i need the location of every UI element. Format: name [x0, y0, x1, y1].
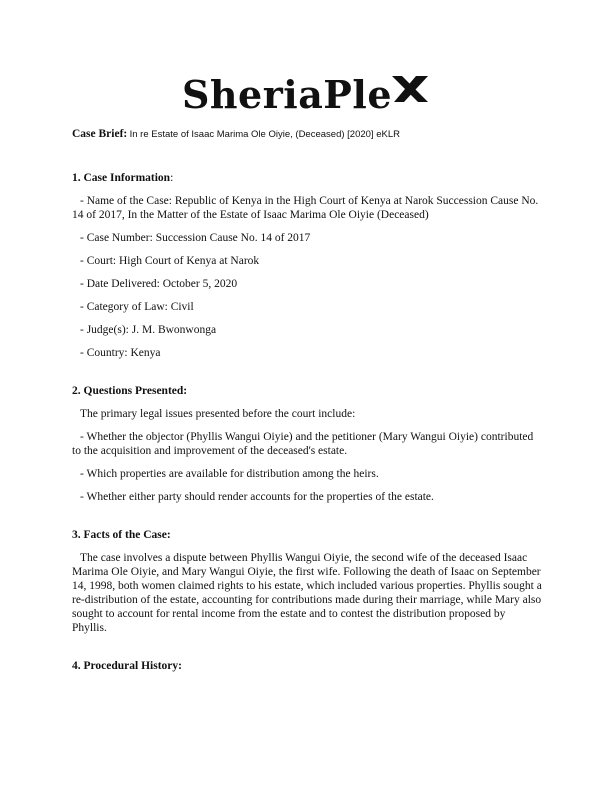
case-info-item: - Name of the Case: Republic of Kenya in the High Court of Kenya at Narok Succession Cause No. 14 of 2017, In the Matter of the Estate of Isaac Marima Ole Oiyie (Deceased) — [72, 195, 539, 221]
case-brief-title: In re Estate of Isaac Marima Ole Oiyie, (Deceased) [2020] eKLR — [129, 129, 400, 140]
case-brief-label: Case Brief: — [72, 128, 128, 140]
case-info-item: - Judge(s): J. M. Bwonwonga — [80, 324, 217, 336]
case-info-item: - Date Delivered: October 5, 2020 — [80, 278, 238, 290]
question-item: - Which properties are available for distribution among the heirs. — [80, 468, 379, 480]
section-heading-case-information: 1. Case Information: — [72, 172, 174, 184]
section-heading-procedural-history: 4. Procedural History: — [72, 660, 182, 672]
case-info-item: - Court: High Court of Kenya at Narok — [80, 255, 260, 267]
case-info-item: - Case Number: Succession Cause No. 14 of 2017 — [80, 232, 311, 244]
case-info-item: - Category of Law: Civil — [80, 301, 194, 313]
question-item: The primary legal issues presented before the court include: — [80, 408, 356, 420]
question-item: - Whether either party should render accounts for the properties of the estate. — [80, 491, 434, 503]
case-info-item: - Country: Kenya — [80, 347, 161, 359]
facts-paragraph: The case involves a dispute between Phyllis Wangui Oiyie, the second wife of the deceased Isaac Marima Ole Oiyie, and Mary Wangui Oiyie, the first wife. Following the death of Isaac on September 14, 1998, both women claimed rights to his estate, which included various properties. Phyllis sought a re-distribution of the estate, accounting for contributions made during their marriage, while Mary also sought to account for rental income from the estate and to contest the distribution proposed by Phyllis. — [72, 552, 542, 634]
x-mark-icon — [390, 74, 430, 109]
logo-text: SheriaPle — [181, 72, 392, 117]
section-spacer — [72, 504, 542, 528]
section-spacer — [72, 635, 542, 659]
case-brief-line — [72, 128, 542, 140]
section-heading-questions-presented: 2. Questions Presented: — [72, 385, 188, 397]
logo — [0, 72, 612, 117]
question-item: - Whether the objector (Phyllis Wangui Oiyie) and the petitioner (Mary Wangui Oiyie) contributed to the acquisition and improvement of the deceased's estate. — [72, 431, 534, 457]
document-body — [72, 171, 542, 673]
section-spacer — [72, 360, 542, 384]
section-heading-facts: 3. Facts of the Case: — [72, 529, 171, 541]
